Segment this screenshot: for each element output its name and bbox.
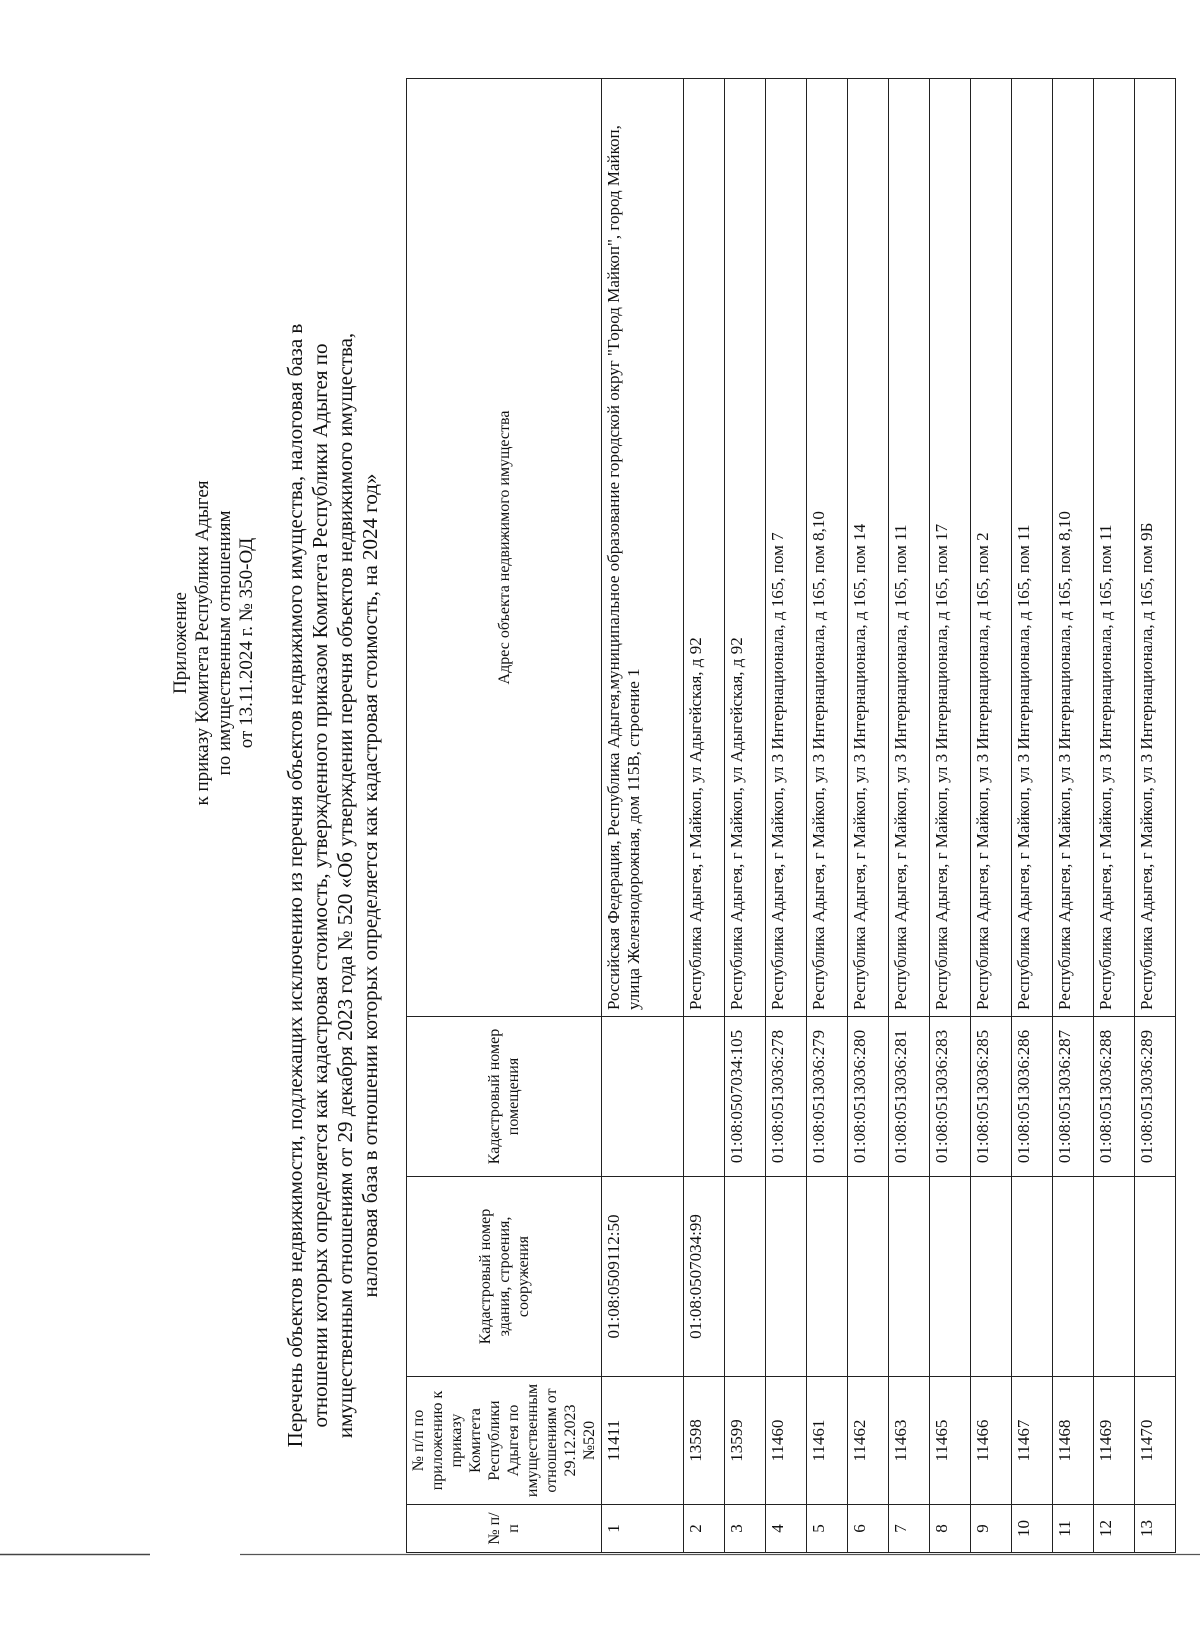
col-header-address: Адрес объекта недвижимого имущества xyxy=(407,79,602,1017)
cell-room: 01:08:0513036:278 xyxy=(766,1017,807,1177)
cell-room: 01:08:0513036:281 xyxy=(889,1017,930,1177)
cell-address: Республика Адыгея, г Майкоп, ул Адыгейская, д 92 xyxy=(684,79,725,1017)
cell-room: 01:08:0507034:105 xyxy=(725,1017,766,1177)
cell-ref: 11463 xyxy=(889,1377,930,1505)
cell-address: Республика Адыгея, г Майкоп, ул 3 Интернационала, д 165, пом 7 xyxy=(766,79,807,1017)
document-heading xyxy=(283,208,383,1563)
scan-edge-line xyxy=(0,1553,1200,1556)
cell-room: 01:08:0513036:287 xyxy=(1053,1017,1094,1177)
cell-ref: 11462 xyxy=(848,1377,889,1505)
cell-ref: 11470 xyxy=(1135,1377,1176,1505)
table-row xyxy=(684,79,725,1553)
cell-num: 9 xyxy=(971,1505,1012,1553)
cell-building xyxy=(1012,1177,1053,1377)
cell-ref: 11466 xyxy=(971,1377,1012,1505)
col-header-ref: № п/п по приложению к приказу Комитета Республики Адыгея по имущественным отношениям от 29.12.2023 №520 xyxy=(407,1377,602,1505)
cell-num: 13 xyxy=(1135,1505,1176,1553)
cell-ref: 11465 xyxy=(930,1377,971,1505)
cell-building: 01:08:0509112:50 xyxy=(602,1177,684,1377)
cell-num: 12 xyxy=(1094,1505,1135,1553)
heading-line-3: имущественным отношениям от 29 декабря 2023 года № 520 «Об утверждении перечня объектов недвижимого имущества, xyxy=(333,332,357,1439)
cell-room: 01:08:0513036:288 xyxy=(1094,1017,1135,1177)
table-row xyxy=(848,79,889,1553)
cell-num: 3 xyxy=(725,1505,766,1553)
cell-building: 01:08:0507034:99 xyxy=(684,1177,725,1377)
heading-line-2: отношении которых определяется как кадастровая стоимость, утвержденного приказом Комитета Республики Адыгея по xyxy=(308,343,332,1428)
appendix-title: Приложение xyxy=(170,592,191,694)
table-row xyxy=(1012,79,1053,1553)
cell-num: 6 xyxy=(848,1505,889,1553)
heading-line-4: налоговая база в отношении которых определяется как кадастровая стоимость, на 2024 год» xyxy=(358,473,382,1298)
cell-room xyxy=(684,1017,725,1177)
cell-building xyxy=(1053,1177,1094,1377)
cell-ref: 11467 xyxy=(1012,1377,1053,1505)
table-row xyxy=(602,79,684,1553)
cell-ref: 13598 xyxy=(684,1377,725,1505)
appendix-order-ref: к приказу Комитета Республики Адыгея xyxy=(192,480,213,806)
cell-address: Республика Адыгея, г Майкоп, ул 3 Интернационала, д 165, пом 14 xyxy=(848,79,889,1017)
cell-num: 11 xyxy=(1053,1505,1094,1553)
cell-room: 01:08:0513036:286 xyxy=(1012,1017,1053,1177)
cell-num: 4 xyxy=(766,1505,807,1553)
appendix-committee: по имущественным отношениям xyxy=(214,510,235,776)
cell-address: Республика Адыгея, г Майкоп, ул 3 Интернационала, д 165, пом 2 xyxy=(971,79,1012,1017)
table-row xyxy=(1135,79,1176,1553)
cell-room: 01:08:0513036:279 xyxy=(807,1017,848,1177)
col-header-room: Кадастровый номер помещения xyxy=(407,1017,602,1177)
table-row xyxy=(766,79,807,1553)
cell-room: 01:08:0513036:285 xyxy=(971,1017,1012,1177)
cell-num: 1 xyxy=(602,1505,684,1553)
table-row xyxy=(725,79,766,1553)
table-row xyxy=(1094,79,1135,1553)
table-row xyxy=(807,79,848,1553)
cell-building xyxy=(1135,1177,1176,1377)
cell-building xyxy=(725,1177,766,1377)
appendix-block xyxy=(170,343,258,943)
cell-address: Республика Адыгея, г Майкоп, ул 3 Интернационала, д 165, пом 11 xyxy=(1012,79,1053,1017)
cell-address: Республика Адыгея, г Майкоп, ул 3 Интернационала, д 165, пом 11 xyxy=(889,79,930,1017)
property-table xyxy=(406,78,1176,1553)
cell-ref: 11411 xyxy=(602,1377,684,1505)
cell-address: Республика Адыгея, г Майкоп, ул 3 Интернационала, д 165, пом 11 xyxy=(1094,79,1135,1017)
cell-ref: 11460 xyxy=(766,1377,807,1505)
cell-room xyxy=(602,1017,684,1177)
cell-building xyxy=(971,1177,1012,1377)
cell-building xyxy=(930,1177,971,1377)
cell-ref: 13599 xyxy=(725,1377,766,1505)
cell-address: Республика Адыгея, г Майкоп, ул 3 Интернационала, д 165, пом 17 xyxy=(930,79,971,1017)
cell-ref: 11469 xyxy=(1094,1377,1135,1505)
table-row xyxy=(1053,79,1094,1553)
cell-building xyxy=(848,1177,889,1377)
table-header-row xyxy=(407,79,602,1553)
cell-num: 8 xyxy=(930,1505,971,1553)
cell-num: 10 xyxy=(1012,1505,1053,1553)
table-row xyxy=(930,79,971,1553)
cell-num: 5 xyxy=(807,1505,848,1553)
col-header-num: № п/п xyxy=(407,1505,602,1553)
cell-building xyxy=(1094,1177,1135,1377)
cell-building xyxy=(766,1177,807,1377)
table-row xyxy=(971,79,1012,1553)
col-header-building: Кадастровый номер здания, строения, сооружения xyxy=(407,1177,602,1377)
cell-num: 7 xyxy=(889,1505,930,1553)
cell-num: 2 xyxy=(684,1505,725,1553)
appendix-date: от 13.11.2024 г. № 350-ОД xyxy=(236,537,257,749)
cell-ref: 11468 xyxy=(1053,1377,1094,1505)
heading-line-1: Перечень объектов недвижимости, подлежащих исключению из перечня объектов недвижимого имущества, налоговая база в xyxy=(283,323,307,1448)
cell-room: 01:08:0513036:283 xyxy=(930,1017,971,1177)
cell-address: Республика Адыгея, г Майкоп, ул 3 Интернационала, д 165, пом 8,10 xyxy=(1053,79,1094,1017)
cell-address: Республика Адыгея, г Майкоп, ул Адыгейская, д 92 xyxy=(725,79,766,1017)
cell-address: Республика Адыгея, г Майкоп, ул 3 Интернационала, д 165, пом 8,10 xyxy=(807,79,848,1017)
table-row xyxy=(889,79,930,1553)
cell-address: Республика Адыгея, г Майкоп, ул 3 Интернационала, д 165, пом 9Б xyxy=(1135,79,1176,1017)
cell-address: Российская Федерация, Республика Адыгея,муниципальное образование городской округ "Город Майкоп", город Майкоп, улица Железнодорожная, дом 115В, строение 1 xyxy=(602,79,684,1017)
cell-room: 01:08:0513036:280 xyxy=(848,1017,889,1177)
cell-building xyxy=(889,1177,930,1377)
cell-ref: 11461 xyxy=(807,1377,848,1505)
cell-building xyxy=(807,1177,848,1377)
cell-room: 01:08:0513036:289 xyxy=(1135,1017,1176,1177)
